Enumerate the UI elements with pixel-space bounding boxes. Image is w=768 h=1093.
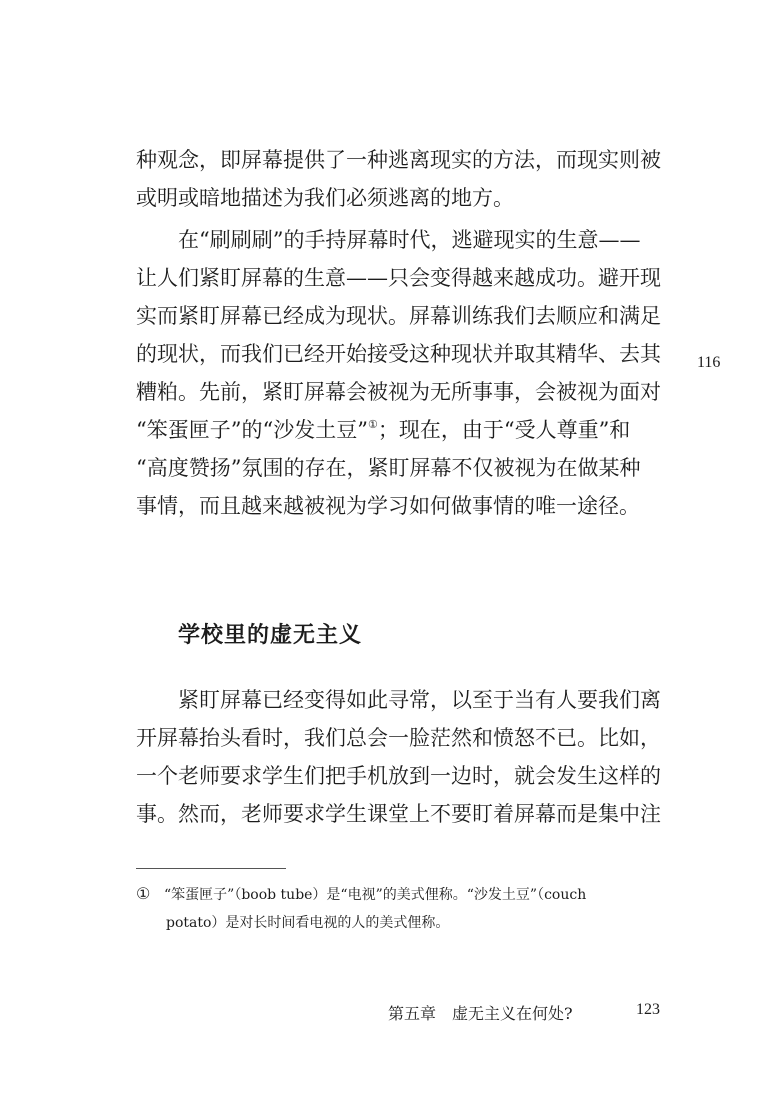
text-line: 实而紧盯屏幕已经成为现状。屏幕训练我们去顺应和满足 [136, 304, 661, 328]
text-line: 事情，而且越来越被视为学习如何做事情的唯一途径。 [136, 494, 640, 518]
text-line: 糟粕。先前，紧盯屏幕会被视为无所事事，会被视为面对 [136, 380, 661, 404]
text-line: 在“刷刷刷”的手持屏幕时代，逃避现实的生意—— [178, 228, 641, 252]
text-line: 事。然而，老师要求学生课堂上不要盯着屏幕而是集中注 [136, 802, 661, 826]
text-line-with-footnote [136, 411, 664, 449]
text-line: 让人们紧盯屏幕的生意——只会变得越来越成功。避开现 [136, 266, 661, 290]
text-line: 开屏幕抬头看时，我们总会一脸茫然和愤怒不已。比如， [136, 726, 661, 750]
text-segment: ；现在，由于“受人尊重”和 [377, 418, 631, 442]
page-number: 123 [636, 1001, 660, 1018]
footnote-line: potato）是对长时间看电视的人的美式俚称。 [166, 915, 450, 931]
paragraph-screens [136, 221, 664, 525]
text-line: 一个老师要求学生们把手机放到一边时，就会发生这样的 [136, 764, 661, 788]
paragraph-school [136, 681, 664, 833]
footnote-divider [136, 868, 286, 869]
section-heading: 学校里的虚无主义 [178, 622, 363, 648]
margin-page-reference: 116 [697, 354, 721, 371]
text-line: “高度赞扬”氛围的存在，紧盯屏幕不仅被视为在做某种 [136, 456, 641, 480]
text-segment: “笨蛋匣子”的“沙发土豆” [136, 418, 368, 442]
text-line: 种观念，即屏幕提供了一种逃离现实的方法，而现实则被 [136, 148, 661, 172]
running-footer-chapter: 第五章 虚无主义在何处? [388, 1004, 573, 1023]
footnote-line: “笨蛋匣子”（boob tube）是“电视”的美式俚称。“沙发土豆”（couch [164, 887, 587, 903]
text-line: 的现状，而我们已经开始接受这种现状并取其精华、去其 [136, 342, 661, 366]
text-line: 或明或暗地描述为我们必须逃离的地方。 [136, 186, 514, 210]
footnote [136, 880, 664, 937]
text-line: 紧盯屏幕已经变得如此寻常，以至于当有人要我们离 [178, 688, 661, 712]
paragraph-continued [136, 141, 664, 217]
footnote-mark: ① [136, 884, 151, 903]
footnote-reference[interactable]: ① [367, 418, 378, 431]
